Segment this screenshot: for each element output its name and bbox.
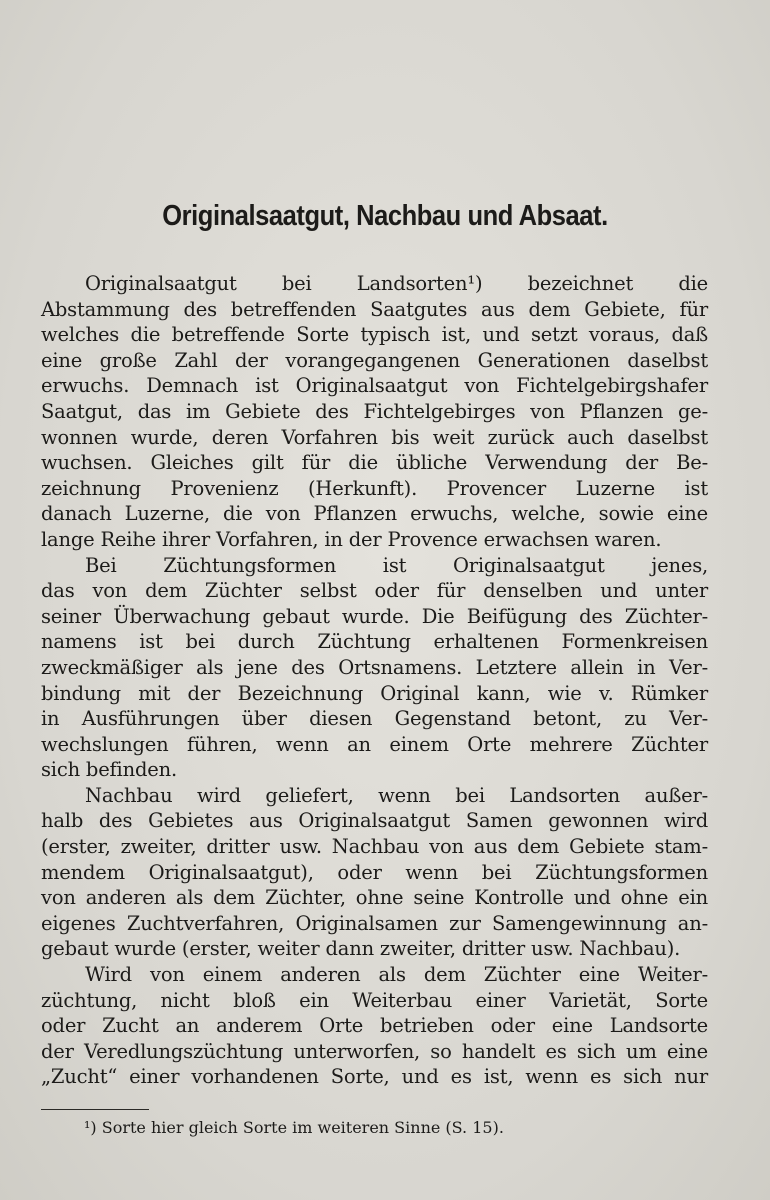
- footnote-divider: [41, 1109, 149, 1110]
- text-line: mendem Originalsaatgut), oder wenn bei Züchtungsformen: [41, 860, 708, 884]
- text-line: wonnen wurde, deren Vorfahren bis weit zurück auch daselbst: [41, 425, 708, 449]
- text-line: der Veredlungszüchtung unterworfen, so handelt es sich um eine: [41, 1039, 708, 1063]
- text-line: halb des Gebietes aus Originalsaatgut Samen gewonnen wird: [41, 809, 708, 833]
- footnote: ¹) Sorte hier gleich Sorte im weiteren Sinne (S. 15).: [84, 1118, 504, 1137]
- text-line: bindung mit der Bezeichnung Original kann, wie v. Rümker: [41, 681, 708, 705]
- text-line: gebaut wurde (erster, weiter dann zweiter, dritter usw. Nachbau).: [41, 937, 681, 961]
- text-line: Nachbau wird geliefert, wenn bei Landsorten außer-: [85, 783, 708, 807]
- text-line: Originalsaatgut bei Landsorten¹) bezeichnet die: [85, 272, 708, 295]
- text-line: das von dem Züchter selbst oder für denselben und unter: [41, 579, 708, 603]
- text-line: Saatgut, das im Gebiete des Fichtelgebirges von Pflanzen ge-: [41, 399, 708, 423]
- text-line: danach Luzerne, die von Pflanzen erwuchs, welche, sowie eine: [41, 502, 708, 526]
- text-line: eine große Zahl der vorangegangenen Generationen daselbst: [41, 348, 708, 372]
- text-line: oder Zucht an anderem Orte betrieben oder eine Landsorte: [41, 1014, 708, 1038]
- text-line: lange Reihe ihrer Vorfahren, in der Provence erwachsen waren.: [41, 527, 662, 551]
- text-line: sich befinden.: [41, 758, 177, 782]
- text-line: Abstammung des betreffenden Saatgutes aus dem Gebiete, für: [41, 297, 708, 321]
- text-line: Bei Züchtungsformen ist Originalsaatgut jenes,: [85, 553, 708, 577]
- text-line: erwuchs. Demnach ist Originalsaatgut von Fichtelgebirgshafer: [41, 374, 708, 398]
- text-line: „Zucht“ einer vorhandenen Sorte, und es ist, wenn es sich nur: [41, 1065, 708, 1089]
- text-line: eigenes Zuchtverfahren, Originalsamen zur Samengewinnung an-: [41, 911, 708, 935]
- text-line: in Ausführungen über diesen Gegenstand betont, zu Ver-: [41, 707, 708, 731]
- text-line: wuchsen. Gleiches gilt für die übliche Verwendung der Be-: [41, 451, 708, 475]
- text-line: welches die betreffende Sorte typisch ist, und setzt voraus, daß: [41, 323, 708, 347]
- text-line: wechslungen führen, wenn an einem Orte mehrere Züchter: [41, 732, 708, 756]
- text-line: zweckmäßiger als jene des Ortsnamens. Letztere allein in Ver-: [41, 655, 708, 679]
- text-line: namens ist bei durch Züchtung erhaltenen Formenkreisen: [41, 630, 708, 654]
- text-line: von anderen als dem Züchter, ohne seine Kontrolle und ohne ein: [41, 886, 708, 910]
- text-line: zeichnung Provenienz (Herkunft). Provencer Luzerne ist: [41, 476, 708, 500]
- text-line: Wird von einem anderen als dem Züchter eine Weiter-: [85, 963, 708, 987]
- chapter-title: Originalsaatgut, Nachbau und Absaat.: [162, 200, 608, 232]
- text-line: seiner Überwachung gebaut wurde. Die Beifügung des Züchter-: [41, 604, 708, 628]
- body-text: [41, 271, 708, 1090]
- text-line: züchtung, nicht bloß ein Weiterbau einer Varietät, Sorte: [41, 988, 708, 1012]
- text-line: (erster, zweiter, dritter usw. Nachbau von aus dem Gebiete stam-: [41, 835, 708, 859]
